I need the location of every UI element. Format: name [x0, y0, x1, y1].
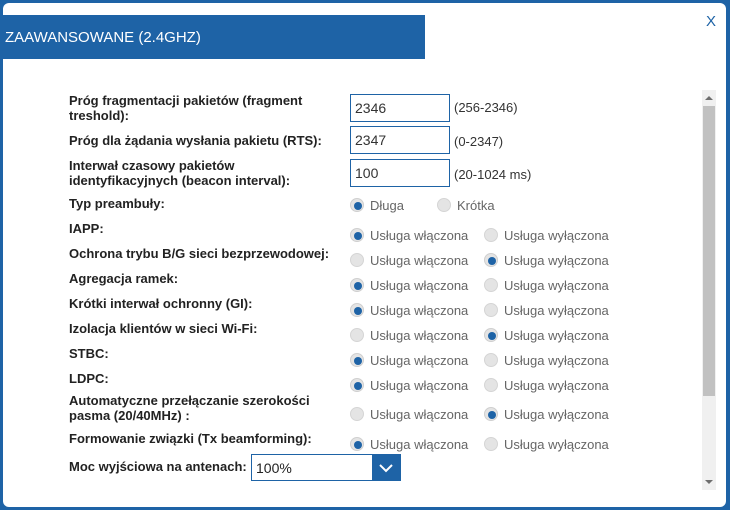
radio-circle-icon [350, 328, 364, 342]
frag-threshold-label: Próg fragmentacji pakietów (fragment treshold): [69, 93, 303, 123]
preamble-short-label: Krótka [457, 197, 495, 213]
option-on-radio[interactable] [350, 251, 468, 269]
radio-circle-icon [350, 303, 364, 317]
frag-threshold-input[interactable] [350, 94, 450, 122]
radio-circle-icon [484, 407, 498, 421]
option-on-label: Usługa włączona [370, 436, 469, 452]
scrollbar-thumb[interactable] [703, 106, 715, 396]
option-on-label: Usługa włączona [370, 377, 469, 393]
radio-circle-icon [350, 253, 364, 267]
option-off-label: Usługa wyłączona [504, 436, 609, 452]
radio-circle-icon [350, 228, 364, 242]
option-on-label: Usługa włączona [370, 327, 469, 343]
preamble-long-label: Długa [370, 197, 404, 213]
option-off-label: Usługa wyłączona [504, 227, 609, 243]
option-row-label: Formowanie związki (Tx beamforming): [69, 431, 312, 446]
radio-circle-icon [350, 198, 364, 212]
power-select-value: 100% [256, 459, 292, 476]
option-row-label: Izolacja klientów w sieci Wi-Fi: [69, 321, 258, 336]
option-on-radio[interactable] [350, 376, 468, 394]
option-row-label: STBC: [69, 346, 109, 361]
option-on-label: Usługa włączona [370, 406, 469, 422]
radio-circle-icon [484, 253, 498, 267]
option-off-radio[interactable] [484, 405, 609, 423]
option-on-label: Usługa włączona [370, 252, 469, 268]
option-off-radio[interactable] [484, 435, 609, 453]
radio-circle-icon [350, 353, 364, 367]
rts-threshold-input[interactable] [350, 126, 450, 154]
arrow-up-icon[interactable] [704, 93, 714, 103]
option-off-radio[interactable] [484, 326, 609, 344]
option-off-label: Usługa wyłączona [504, 327, 609, 343]
arrow-down-icon[interactable] [704, 477, 714, 487]
beacon-interval-range: (20-1024 ms) [454, 167, 532, 182]
option-off-label: Usługa wyłączona [504, 252, 609, 268]
radio-circle-icon [484, 353, 498, 367]
power-label: Moc wyjściowa na antenach: [69, 459, 247, 474]
preamble-short-radio[interactable] [437, 196, 495, 214]
radio-circle-icon [350, 378, 364, 392]
option-on-label: Usługa włączona [370, 302, 469, 318]
power-select[interactable] [251, 454, 401, 481]
option-off-radio[interactable] [484, 351, 609, 369]
option-on-label: Usługa włączona [370, 277, 469, 293]
option-on-radio[interactable] [350, 326, 468, 344]
radio-circle-icon [350, 437, 364, 451]
rts-threshold-label: Próg dla żądania wysłania pakietu (RTS): [69, 133, 322, 148]
option-on-radio[interactable] [350, 351, 468, 369]
option-on-radio[interactable] [350, 435, 468, 453]
radio-circle-icon [484, 378, 498, 392]
radio-circle-icon [484, 303, 498, 317]
option-off-label: Usługa wyłączona [504, 277, 609, 293]
option-off-radio[interactable] [484, 376, 609, 394]
dialog-title: ZAAWANSOWANE (2.4GHZ) [3, 15, 425, 59]
option-on-radio[interactable] [350, 405, 468, 423]
radio-circle-icon [350, 407, 364, 421]
option-row-label: Krótki interwał ochronny (GI): [69, 296, 253, 311]
option-row-label: LDPC: [69, 371, 109, 386]
radio-circle-icon [350, 278, 364, 292]
option-on-radio[interactable] [350, 226, 468, 244]
beacon-interval-input[interactable] [350, 159, 450, 187]
close-button[interactable]: X [705, 13, 716, 30]
rts-threshold-range: (0-2347) [454, 134, 504, 149]
option-off-radio[interactable] [484, 251, 609, 269]
preamble-label: Typ preambuły: [69, 196, 165, 211]
radio-circle-icon [484, 437, 498, 451]
advanced-settings-dialog [3, 3, 726, 507]
option-on-radio[interactable] [350, 276, 468, 294]
settings-form [3, 3, 703, 507]
option-on-radio[interactable] [350, 301, 468, 319]
radio-circle-icon [484, 278, 498, 292]
radio-circle-icon [437, 198, 451, 212]
option-row-label: Ochrona trybu B/G sieci bezprzewodowej: [69, 246, 330, 261]
option-off-radio[interactable] [484, 226, 609, 244]
option-off-radio[interactable] [484, 276, 609, 294]
option-off-radio[interactable] [484, 301, 609, 319]
preamble-long-radio[interactable] [350, 196, 404, 214]
radio-circle-icon [484, 328, 498, 342]
option-row-label: Automatyczne przełączanie szerokości pasma (20/40MHz) : [69, 393, 310, 423]
option-on-label: Usługa włączona [370, 352, 469, 368]
option-off-label: Usługa wyłączona [504, 302, 609, 318]
option-row-label: IAPP: [69, 221, 104, 236]
radio-circle-icon [484, 228, 498, 242]
chevron-down-icon[interactable] [372, 455, 400, 480]
beacon-interval-label: Interwał czasowy pakietów identyfikacyjnych (beacon interval): [69, 158, 291, 188]
frag-threshold-range: (256-2346) [454, 100, 518, 115]
option-off-label: Usługa wyłączona [504, 406, 609, 422]
option-row-label: Agregacja ramek: [69, 271, 179, 286]
option-off-label: Usługa wyłączona [504, 352, 609, 368]
scrollbar[interactable] [702, 90, 716, 490]
option-on-label: Usługa włączona [370, 227, 469, 243]
option-off-label: Usługa wyłączona [504, 377, 609, 393]
